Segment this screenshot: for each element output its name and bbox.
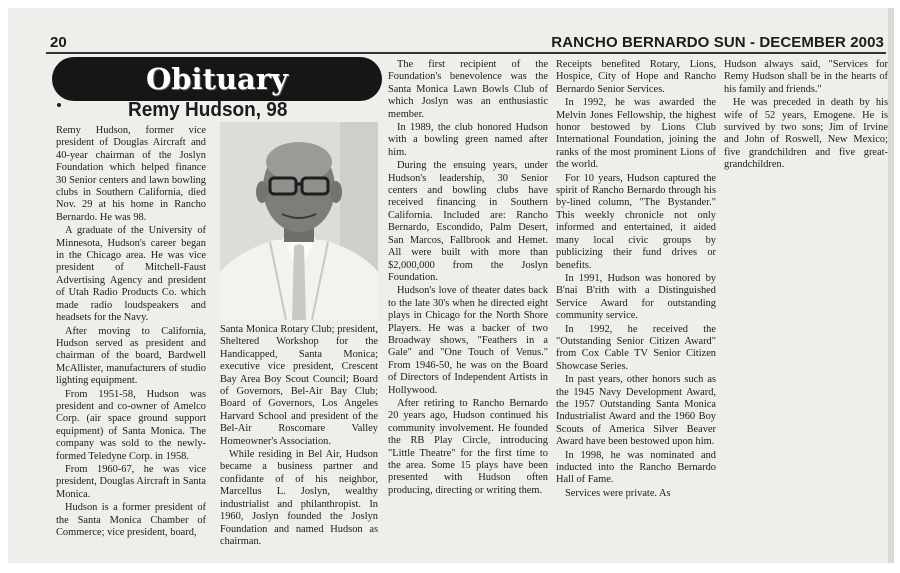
paragraph: In 1989, the club honored Hudson with a bowling green named after him. (388, 122, 548, 158)
bullet-mark (57, 103, 61, 107)
banner-title: Obituary (146, 62, 288, 96)
paragraph: In 1998, he was nominated and inducted into the Rancho Bernardo Hall of Fame. (556, 449, 716, 486)
column-2 (220, 324, 378, 549)
page-edge-shadow (888, 8, 894, 563)
paragraph: During the ensuing years, under Hudson's leadership, 30 Senior centers and bowling clubs have received financing in Southern California. Included are: Rancho Bernardo, Escondido, Palm Desert, San Marcos, Fallbrook and Hemet. All were built with more than $2,000,000 from the Joslyn Foundation. (388, 160, 548, 283)
paragraph: Hudson is a former president of the Santa Monica Chamber of Commerce; vice president, board, (56, 502, 206, 538)
paragraph: The first recipient of the Foundation's benevolence was the Santa Monica Lawn Bowls Club of which Joslyn was an enthusiastic member. (388, 59, 548, 120)
paragraph: Hudson's love of theater dates back to the late 30's when he directed eight plays in Chicago for the North Shore Players. He was a backer of two Broadway shows, "Feathers in a Gale" and "One Touch of Venus." From 1946-50, he was on the Board of Directors of Independent Artists in Hollywood. (388, 285, 548, 396)
masthead: RANCHO BERNARDO SUN - DECEMBER 2003 (551, 34, 884, 51)
paragraph: In 1992, he was awarded the Melvin Jones Fellowship, the highest honor bestowed by Lions Club International Foundation, joining the ranks of the most prominent Lions of the world. (556, 97, 716, 171)
paragraph: In 1991, Hudson was honored by B'nai B'rith with a Distinguished Service Award for outstanding community service. (556, 272, 716, 322)
paragraph: Remy Hudson, former vice president of Douglas Aircraft and 40-year chairman of the Joslyn Foundation which helped finance 30 Senior centers and lawn bowling clubs in Southern California, died Nov. 29 at his home in Rancho Bernardo. He was 98. (56, 125, 206, 223)
paragraph: In 1992, he received the "Outstanding Senior Citizen Award" from Cox Cable TV Senior Citizen Showcase Series. (556, 323, 716, 372)
paragraph: In past years, other honors such as the 1945 Navy Development Award, the 1957 Outstanding Santa Monica Industrialist Award and the 1960 Boy Scouts of America Silver Beaver Award have been bestowed upon him. (556, 374, 716, 448)
paragraph: A graduate of the University of Minnesota, Hudson's career began in the Chicago area. He was vice president of Mitchell-Faust Advertising Agency and president of Utah Radio Products Co. which made radio loudspeakers and headsets for the Navy. (56, 225, 206, 324)
paragraph: After retiring to Rancho Bernardo 20 years ago, Hudson continued his community involvement. He founded the RB Play Circle, introducing "Little Theatre" for the first time to the area. Some 15 plays have been presented with Hudson often producing, directing or writing them. (388, 397, 548, 496)
paragraph: Services were private. As (565, 487, 671, 499)
paragraph: From 1960-67, he was vice president, Douglas Aircraft in Santa Monica. (56, 463, 206, 500)
paragraph: Receipts benefited Rotary, Lions, Hospice, City of Hope and Rancho Bernardo Senior Services. (556, 59, 716, 95)
column-3 (388, 59, 548, 498)
column-5 (724, 59, 888, 173)
article-headline: Remy Hudson, 98 (128, 99, 288, 122)
page-number: 20 (50, 34, 67, 51)
header-rule (46, 52, 886, 54)
paragraph: After moving to California, Hudson served as president and chairman of the board, Bardwell McAllister, manufacturers of studio lighting equipment. (56, 325, 206, 387)
portrait-photo (220, 122, 378, 320)
portrait-illustration (220, 122, 378, 320)
paragraph: From 1951-58, Hudson was president and co-owner of Amelco Corp. (air space ground support equipment) of Santa Monica. The company was sold to the newly-formed Teledyne Corp. in 1958. (56, 388, 206, 462)
column-4 (556, 59, 716, 501)
paragraph: Hudson always said, "Services for Remy Hudson shall be in the hearts of his family and friends." (724, 59, 888, 95)
paragraph: Santa Monica Rotary Club; president, Sheltered Workshop for the Handicapped, Santa Monica; executive vice president, Crescent Bay Area Boy Scout Council; Board of Governors, Bel-Air Bay Club; Board of Governors, Los Angeles Harvard School and president of the Bel-Air Roscomare Valley Homeowner's Association. (220, 324, 378, 447)
column-1 (56, 125, 206, 540)
paragraph: He was preceded in death by his wife of 52 years, Emogene. He is survived by two sons; Jim of Irvine and John of Roswell, New Mexico; five grandchildren and five great-grandchildren. (724, 97, 888, 171)
paragraph: For 10 years, Hudson captured the spirit of Rancho Bernardo through his by-lined column, "The Bystander." This weekly chronicle not only informed and entertained, it aided many local civic groups by publicizing their fund drives or benefits. (556, 172, 716, 271)
paragraph: While residing in Bel Air, Hudson became a business partner and confidante of of his neighbor, Marcellus L. Joslyn, wealthy industrialist and philanthropist. In 1960, Joslyn founded the Joslyn Foundation and named Hudson as chairman. (220, 449, 378, 547)
